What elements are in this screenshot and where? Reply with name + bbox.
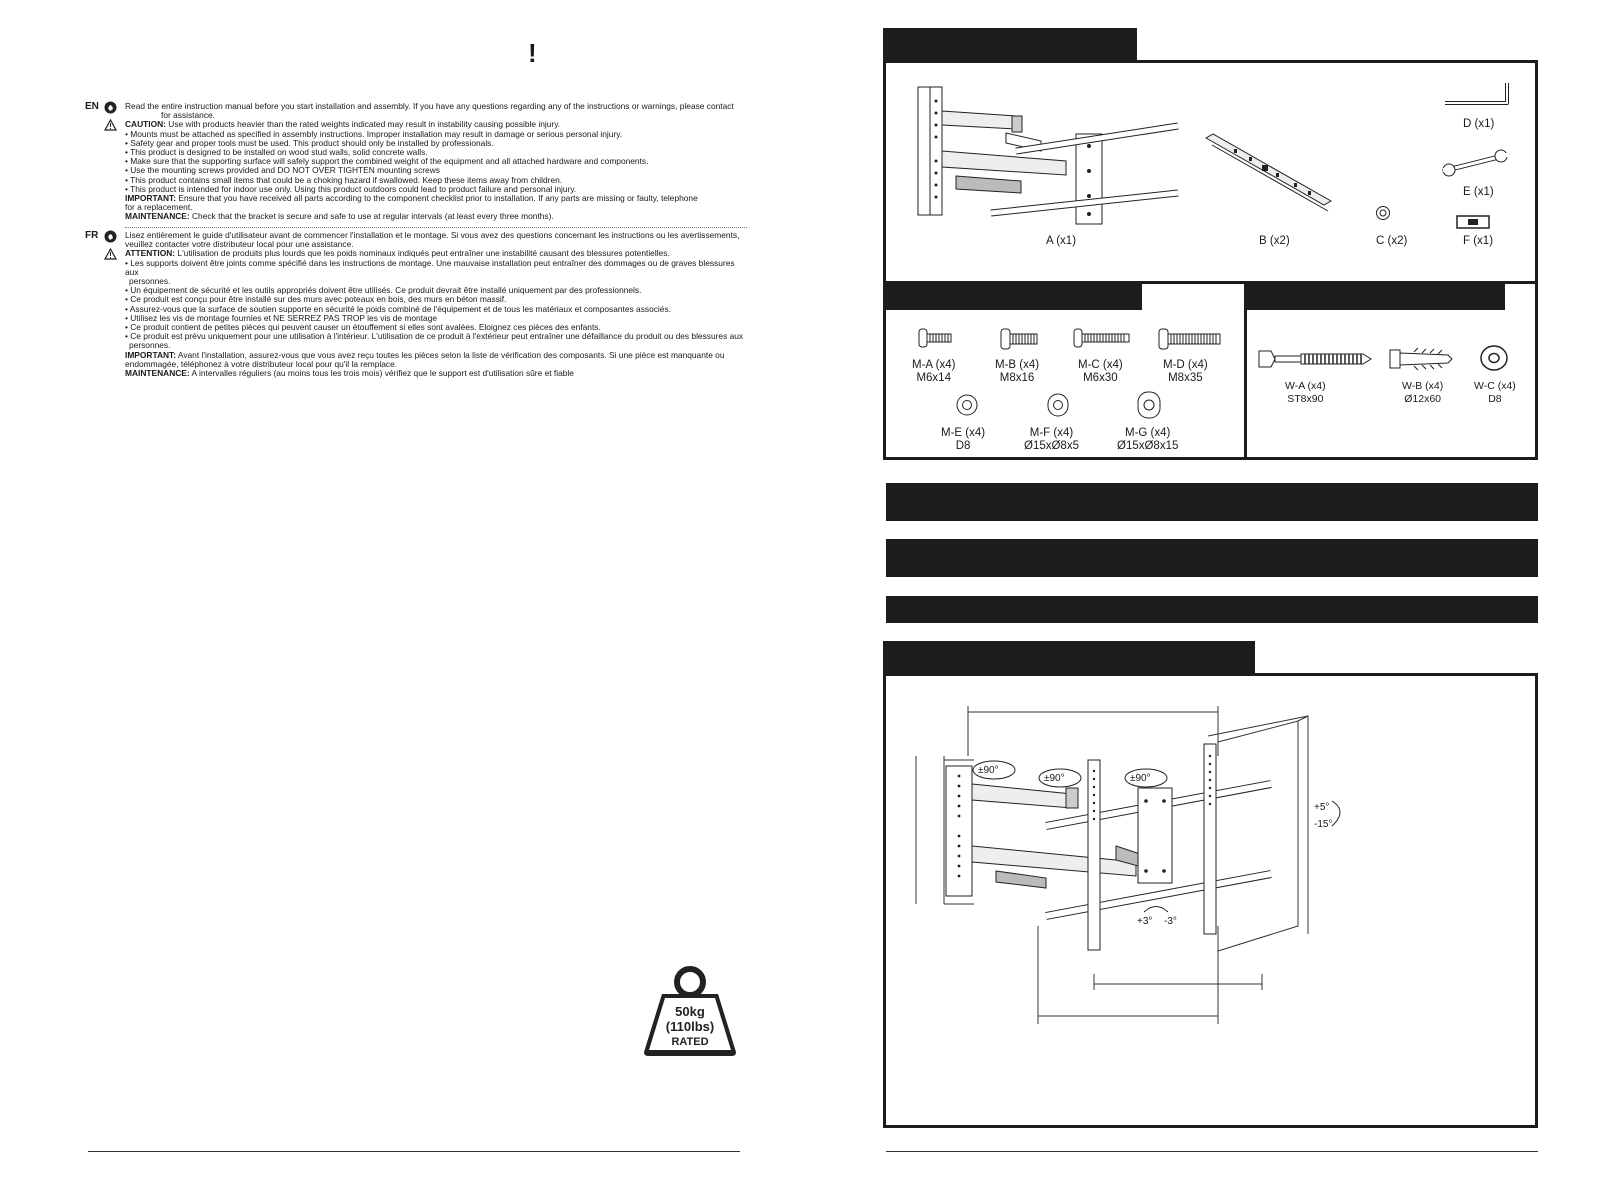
hardware-m-c-label <box>1078 359 1123 385</box>
footer-rule-right <box>886 1151 1538 1152</box>
en-caution-label: CAUTION: <box>125 119 166 130</box>
hardware-id: M-G (x4) <box>1125 427 1171 439</box>
en-text <box>125 102 750 222</box>
screw-m-a-drawing <box>917 327 953 349</box>
components-header-tab <box>883 28 1137 62</box>
french-section <box>85 230 745 379</box>
en-bullet: • This product is designed to be installed on wood stud walls, solid concrete walls. <box>125 147 428 158</box>
hex-key-drawing <box>1443 81 1513 111</box>
hardware-id: W-A (x4) <box>1285 380 1326 392</box>
hardware-m-d-label <box>1163 359 1208 385</box>
hand-icon <box>104 230 117 243</box>
hand-icon <box>104 101 117 114</box>
en-important-text: Ensure that you have received all parts according to the component checklist prior to installation. If any parts are missing or faulty, telephone <box>178 193 698 204</box>
screw-m-c-drawing <box>1072 327 1132 349</box>
swivel-label-3: ±90° <box>1130 773 1151 784</box>
washer-m-e-drawing <box>955 393 979 417</box>
component-f-label: F (x1) <box>1463 235 1494 247</box>
hardware-id: M-E (x4) <box>941 427 986 439</box>
lang-code-en: EN <box>85 101 99 112</box>
component-c-label: C (x2) <box>1376 235 1408 247</box>
anchor-w-b-drawing <box>1388 346 1454 372</box>
fr-text <box>125 231 750 378</box>
warning-title: ! <box>528 38 537 68</box>
footer-rule-left <box>88 1151 740 1152</box>
monitor-hardware-box <box>883 281 1247 460</box>
fr-intro-1: Lisez entièrement le guide d'utilisateur avant de commencer l'installation et le montage. Si vous avez des questions concernant les instructions ou les avertissements, <box>125 230 740 240</box>
en-maintenance-label: MAINTENANCE: <box>125 211 190 222</box>
hardware-id: M-F (x4) <box>1029 427 1074 439</box>
fr-caution-text: L'utilisation de produits plus lourds que les poids nominaux indiqués peut entraîner une instabilité causant des blessures potentielles. <box>177 248 670 259</box>
knob-drawing <box>1375 205 1391 221</box>
fr-maintenance-label: MAINTENANCE: <box>125 368 190 379</box>
fr-bullet: • Ce produit est conçu pour être installé sur des murs avec poteaux en bois, des murs en béton massif. <box>125 294 507 305</box>
fr-bullet: • Ce produit est prévu uniquement pour une utilisation à l'intérieur. L'utilisation de ce produit à l'extérieur peut entraîner une défaillance du produit ou des blessures aux <box>125 331 744 342</box>
hardware-size: Ø12x60 <box>1404 393 1441 405</box>
lag-bolt-w-a-drawing <box>1257 348 1372 370</box>
rating-kg: 50kg <box>675 1004 705 1019</box>
fr-important-label: IMPORTANT: <box>125 349 177 360</box>
hardware-size: M8x16 <box>999 372 1035 384</box>
washer-w-c-drawing <box>1479 344 1509 372</box>
screw-m-d-drawing <box>1157 327 1223 351</box>
en-bullet: • This product contains small items that could be a choking hazard if swallowed. Keep these items away from children. <box>125 174 563 185</box>
caution-triangle-icon <box>104 248 117 260</box>
section-bar <box>886 596 1538 623</box>
rotate-left-label: +3° <box>1137 916 1153 927</box>
caution-triangle-icon <box>104 119 117 131</box>
hardware-m-g-label <box>1117 427 1178 453</box>
hardware-id: M-A (x4) <box>912 359 956 371</box>
hardware-w-b-label <box>1402 380 1443 406</box>
en-bullet: • Make sure that the supporting surface will safely support the combined weight of the equipment and all attached hardware and components. <box>125 156 649 167</box>
fr-bullet: • Les supports doivent être joints comme spécifié dans les instructions de montage. Une mauvaise installation peut entraîner des dommages ou de graves blessures aux <box>125 257 735 277</box>
hardware-w-a-label <box>1285 380 1326 406</box>
hardware-id: W-C (x4) <box>1474 380 1516 392</box>
fr-bullet: personnes. <box>129 276 171 287</box>
hardware-size: D8 <box>955 440 971 452</box>
fr-caution-label: ATTENTION: <box>125 248 176 259</box>
en-maintenance-text: Check that the bracket is secure and safe to use at regular intervals (at least every three months). <box>192 211 554 222</box>
dimensions-header-tab <box>883 641 1255 676</box>
english-section <box>85 102 745 222</box>
wall-hardware-box <box>1244 281 1538 460</box>
bubble-level-drawing <box>1456 215 1490 229</box>
fr-bullet: • Utilisez les vis de montage fournies et NE SERREZ PAS TROP les vis de montage <box>125 312 438 323</box>
en-bullet: • Mounts must be attached as specified in assembly instructions. Improper installation may result in damage or serious personal injury. <box>125 128 623 139</box>
tilt-up-label: +5° <box>1314 802 1330 813</box>
fr-important-text: Avant l'installation, assurez-vous que vous avez reçu toutes les pièces selon la liste de vérification des composants. Si une pièce est manquante ou <box>177 349 725 360</box>
hardware-id: M-B (x4) <box>995 359 1040 371</box>
hardware-m-e-label <box>941 427 985 453</box>
hardware-id: M-C (x4) <box>1078 359 1123 371</box>
fr-maintenance-text: A intervalles réguliers (au moins tous les trois mois) vérifiez que le support est d'utilisation sûre et fiable <box>191 368 574 379</box>
en-intro-1: Read the entire instruction manual before you start installation and assembly. If you have any questions regarding any of the instructions or warnings, please contact <box>125 101 734 111</box>
rating-lbs: (110lbs) <box>665 1019 715 1034</box>
hardware-m-f-label <box>1024 427 1079 453</box>
en-intro-2: for assistance. <box>161 110 215 121</box>
hardware-size: M8x35 <box>1168 372 1203 384</box>
weight-rating-icon <box>642 966 738 1058</box>
hardware-w-c-label <box>1474 380 1516 406</box>
rail-drawing <box>1204 133 1334 213</box>
arm-assembly-drawing <box>916 81 1181 226</box>
hardware-size: D8 <box>1488 393 1502 405</box>
section-divider <box>125 227 747 228</box>
tilt-down-label: -15° <box>1314 819 1333 830</box>
fr-bullet: personnes. <box>129 340 171 351</box>
hardware-m-a-label <box>912 359 955 385</box>
hardware-size: M6x14 <box>916 372 951 384</box>
mount-dimensions-diagram <box>886 676 1535 1125</box>
en-bullet: • Use the mounting screws provided and DO NOT OVER TIGHTEN mounting screws <box>125 165 440 176</box>
wrench-drawing <box>1441 149 1511 177</box>
component-a-label: A (x1) <box>1046 235 1077 247</box>
rotate-right-label: -3° <box>1164 916 1177 927</box>
lang-code-fr: FR <box>85 230 99 241</box>
en-important-text-2: for a replacement. <box>125 202 193 213</box>
fr-bullet: • Ce produit contient de petites pièces qui peuvent causer un étouffement si elles sont avalées. Eloignez ces pièces des enfants. <box>125 322 601 333</box>
hardware-id: M-D (x4) <box>1163 359 1208 371</box>
section-bar <box>886 539 1538 577</box>
en-important-label: IMPORTANT: <box>125 193 177 204</box>
rating-label: RATED <box>671 1036 709 1048</box>
fr-bullet: • Un équipement de sécurité et les outils appropriés doivent être utilisés. Ce produit devrait être installé uniquement par des professionnels. <box>125 285 642 296</box>
fr-important-text-2: endommagée, téléphonez à votre distributeur local pour qu'il la remplace. <box>125 358 398 369</box>
en-caution-text: Use with products heavier than the rated weights indicated may result in instability causing possible injury. <box>168 119 561 130</box>
fr-bullet: • Assurez-vous que la surface de soutien supporte en sécurité le poids combiné de l'équipement et de tous les matériaux et composantes associés. <box>125 303 671 314</box>
fr-intro-2: veuillez contacter votre distributeur local pour une assistance. <box>125 239 354 250</box>
hardware-size: Ø15xØ8x5 <box>1024 440 1079 452</box>
dimensions-box <box>883 673 1538 1128</box>
screw-m-b-drawing <box>999 327 1039 351</box>
swivel-label-2: ±90° <box>1044 773 1065 784</box>
en-bullet: • Safety gear and proper tools must be used. This product should only be installed by professionals. <box>125 137 494 148</box>
component-e-label: E (x1) <box>1463 186 1494 198</box>
section-bar <box>886 483 1538 521</box>
swivel-label-1: ±90° <box>978 765 999 776</box>
hardware-m-b-label <box>995 359 1039 385</box>
components-box <box>883 60 1538 284</box>
hardware-size: ST8x90 <box>1287 393 1324 405</box>
hardware-size: M6x30 <box>1083 372 1118 384</box>
spacer-m-g-drawing <box>1136 390 1162 420</box>
component-b-label: B (x2) <box>1259 235 1290 247</box>
spacer-m-f-drawing <box>1046 391 1070 419</box>
hardware-id: W-B (x4) <box>1402 380 1444 392</box>
hardware-size: Ø15xØ8x15 <box>1117 440 1179 452</box>
en-bullet: • This product is intended for indoor use only. Using this product outdoors could lead to product failure and personal injury. <box>125 183 577 194</box>
component-d-label: D (x1) <box>1463 118 1495 130</box>
